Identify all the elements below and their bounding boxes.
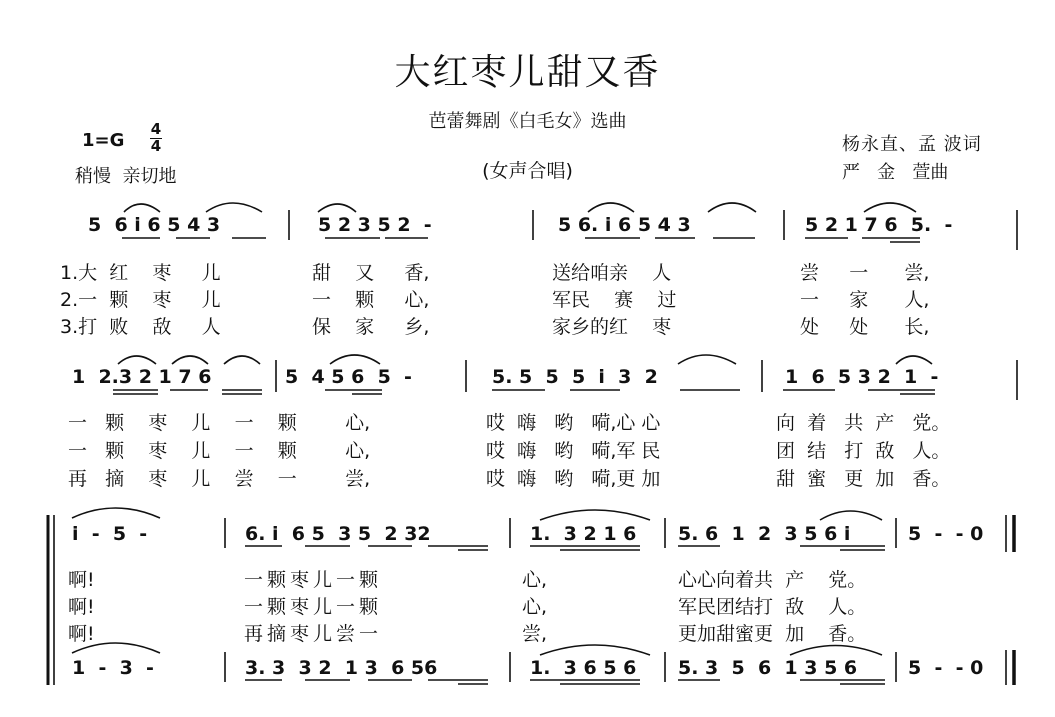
row3-verse2-b: 一颗枣儿一颗 (244, 596, 383, 618)
row2-verse3-b: 哎 嗨 哟 嗬,更 加 (486, 468, 661, 490)
row3-verse1-d: 心心向着共 产 党。 (678, 569, 867, 591)
row2-verse2-b: 哎 嗨 哟 嗬,军 民 (486, 440, 661, 462)
tempo-marking: 稍慢 亲切地 (75, 166, 177, 187)
row2-verse1-c: 向 着 共 产 党。 (776, 412, 951, 434)
row3-lower-measure-4: 5. 3 5 6 1 3 5 6 (678, 657, 858, 679)
row3-verse2-c: 心, (522, 596, 548, 618)
row3-lower-measure-3: 1. 3 6 5 6 (530, 657, 637, 679)
row1-measure-3-notes: 5 6. i 6 5 4 3 (558, 214, 691, 236)
lyricist-credit: 杨永直、孟 波词 (842, 134, 982, 155)
row1-verse2-d: 一 家 人, (800, 289, 930, 311)
row3-verse3-c: 尝, (522, 623, 548, 645)
row3-lower-measure-1: 1 - 3 - (72, 657, 154, 679)
composer-credit: 严 金 萱曲 (842, 162, 949, 183)
song-title: 大红枣儿甜又香 (394, 52, 661, 93)
row3-verse1-c: 心, (522, 569, 548, 591)
row3-upper-measure-3: 1. 3 2 1 6 (530, 523, 637, 545)
key-signature: 1=G (82, 130, 125, 151)
row2-verse3-a: 再 摘 枣 儿 尝 一 尝, (68, 468, 371, 490)
row1-verse3-c: 家乡的红 枣 (552, 316, 672, 338)
row1-verse1-b: 甜 又 香, (312, 262, 430, 284)
song-subtitle: 芭蕾舞剧《白毛女》选曲 (428, 111, 627, 132)
row3-upper-measure-4: 5. 6 1 2 3 5 6 i (678, 523, 851, 545)
row2-measure-3-notes: 5. 5 5 5 i 3 2 (492, 366, 658, 388)
row1-verse2-c: 军民 赛 过 (552, 289, 677, 311)
row1-measure-1-notes: 5 6 i 6 5 4 3 (88, 214, 221, 236)
row1-verse2-b: 一 颗 心, (312, 289, 430, 311)
row3-verse3-a: 啊! (68, 623, 95, 645)
row3-verse3-d: 更加甜蜜更 加 香。 (678, 623, 867, 645)
row2-verse2-c: 团 结 打 敌 人。 (776, 440, 951, 462)
row1-measure-2-notes: 5 2 3 5 2 - (318, 214, 432, 236)
row1-verse1-a: 1.大 红 枣 儿 (60, 262, 221, 284)
row2-measure-4-notes: 1 6 5 3 2 1 - (785, 366, 939, 388)
row3-verse2-a: 啊! (68, 596, 95, 618)
row2-verse3-c: 甜 蜜 更 加 香。 (776, 468, 951, 490)
row1-verse3-b: 保 家 乡, (312, 316, 430, 338)
row3-upper-measure-5: 5 - - 0 (908, 523, 984, 545)
row1-verse3-a: 3.打 败 敌 人 (60, 316, 221, 338)
row1-measure-4-notes: 5 2 1 7 6 5. - (805, 214, 953, 236)
row3-lower-measure-5: 5 - - 0 (908, 657, 984, 679)
row1-verse1-c: 送给咱亲 人 (552, 262, 672, 284)
row3-lower-measure-2: 3. 3 3 2 1 3 6 56 (245, 657, 438, 679)
row2-verse1-a: 一 颗 枣 儿 一 颗 心, (68, 412, 371, 434)
row2-measure-2-notes: 5 4 5 6 5 - (285, 366, 412, 388)
row3-upper-measure-1: i - 5 - (72, 523, 148, 545)
row3-upper-measure-2: 6. i 6 5 3 5 2 32 (245, 523, 431, 545)
row1-verse2-a: 2.一 颗 枣 儿 (60, 289, 221, 311)
time-sig-bottom: 4 (150, 137, 162, 155)
row2-measure-1-notes: 1 2.3 2 1 7 6 (72, 366, 212, 388)
time-sig-top: 4 (150, 120, 162, 138)
row3-verse1-b: 一颗枣儿一颗 (244, 569, 383, 591)
row1-verse1-d: 尝 一 尝, (800, 262, 930, 284)
row2-verse1-b: 哎 嗨 哟 嗬,心 心 (486, 412, 661, 434)
row3-verse3-b: 再摘枣儿尝一 (244, 623, 383, 645)
performance-note: (女声合唱) (482, 160, 573, 182)
row3-verse1-a: 啊! (68, 569, 95, 591)
row3-verse2-d: 军民团结打 敌 人。 (678, 596, 867, 618)
row2-verse2-a: 一 颗 枣 儿 一 颗 心, (68, 440, 371, 462)
row1-verse3-d: 处 处 长, (800, 316, 930, 338)
